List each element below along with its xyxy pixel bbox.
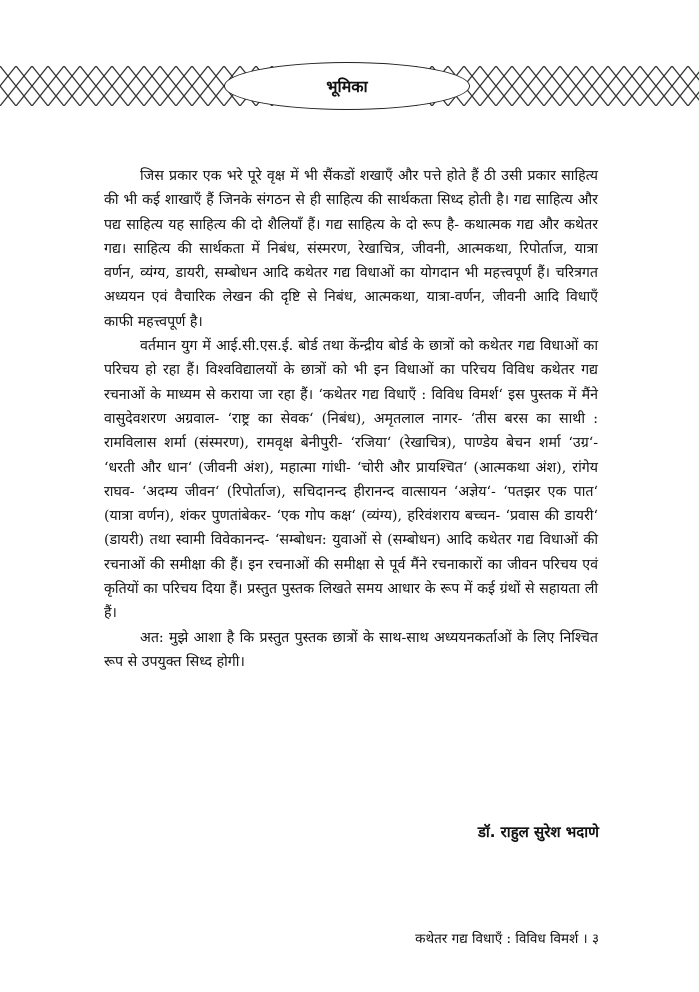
body-text <box>104 164 598 674</box>
title-oval <box>224 62 470 110</box>
running-title: कथेतर गद्य विधाएँ : विविध विमर्श <box>415 931 579 947</box>
author-signature: डॉ. राहुल सुरेश भदाणे <box>477 823 599 841</box>
paragraph-2: वर्तमान युग में आई.सी.एस.ई. बोर्ड तथा केंन्द्रीय बोर्ड के छात्रों को कथेतर गद्य विधाओं का परिचय हो रहा हैं। विश्वविद्यालयों के छात्रों को भी इन विधाओं का परिचय विविध कथेतर गद्य रचनाओं के माध्यम से कराया जा रहा हैं। ‘कथेतर गद्य विधाएँ : विविध विमर्श‘ इस पुस्तक में मैंने वासुदेवशरण अग्रवाल- ‘राष्ट्र का सेवक‘ (निबंध), अमृतलाल नागर- ‘तीस बरस का साथी : रामविलास शर्मा (संस्मरण), रामवृक्ष बेनीपुरी- ‘रजिया‘ (रेखाचित्र), पाण्डेय बेचन शर्मा ‘उग्र‘- ‘धरती और धान‘ (जीवनी अंश), महात्मा गांधी- ‘चोरी और प्रायश्चित‘ (आत्मकथा अंश), रांगेय राघव- ‘अदम्य जीवन‘ (रिपोर्ताज), सचिदानन्द हीरानन्द वात्सायन ‘अज्ञेय‘- ‘पतझर एक पात‘ (यात्रा वर्णन), शंकर पुणतांबेकर- ‘एक गोप कक्ष‘ (व्यंग्य), हरिवंशराय बच्चन- ‘प्रवास की डायरी‘ (डायरी) तथा स्वामी विवेकानन्द- ‘सम्बोधन: युवाओं से (सम्बोधन) आदि कथेतर गद्य विधाओं की रचनाओं की समीक्षा की हैं। इन रचनाओं की समीक्षा से पूर्व मैंने रचनाकारों का जीवन परिचय एवं कृतियों का परिचय दिया हैं। प्रस्तुत पुस्तक लिखते समय आधार के रूप में कई ग्रंथों से सहायता ली हैं। <box>104 338 598 622</box>
footer-separator: । <box>582 931 588 947</box>
page-title: भूमिका <box>326 77 368 96</box>
page-number: ३ <box>591 931 599 947</box>
page-footer <box>415 929 599 947</box>
paragraph-3: अत: मुझे आशा है कि प्रस्तुत पुस्तक छात्रों के साथ-साथ अध्ययनकर्ताओं के लिए निश्चित रूप से उपयुक्त सिध्द होगी। <box>104 629 598 670</box>
paragraph-1: जिस प्रकार एक भरे पूरे वृक्ष में भी सैंकडों शखाएँ और पत्ते होते हैं ठी उसी प्रकार साहित्य की भी कई शाखाएँ हैं जिनके संगठन से ही साहित्य की सार्थकता सिध्द होती है। गद्य साहित्य और पद्य साहित्य यह साहित्य की दो शैलियाँ हैं। गद्य साहित्य के दो रूप है- कथात्मक गद्य और कथेतर गद्य। साहित्य की सार्थकता में निबंध, संस्मरण, रेखाचित्र, जीवनी, आत्मकथा, रिपोर्ताज, यात्रा वर्णन, व्यंग्य, डायरी, सम्बोधन आदि कथेतर गद्य विधाओं का योगदान भी महत्त्वपूर्ण हैं। चरित्रगत अध्ययन एवं वैचारिक लेखन की दृष्टि से निबंध, आत्मकथा, यात्रा-वर्णन, जीवनी आदि विधाएँ काफी महत्त्वपूर्ण है। <box>104 168 598 330</box>
